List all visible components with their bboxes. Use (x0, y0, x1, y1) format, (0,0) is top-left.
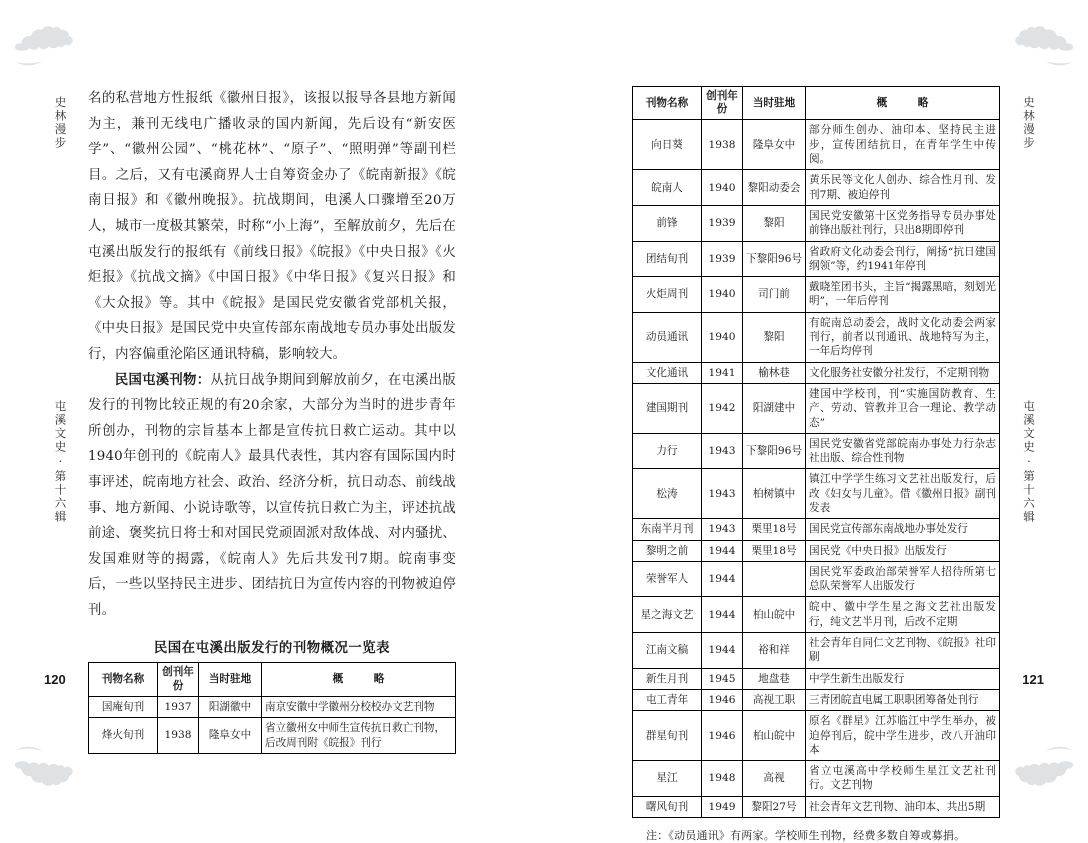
cell-name: 烽火旬刊 (89, 718, 158, 754)
table-row (633, 761, 1000, 797)
cell-year: 1948 (702, 761, 743, 797)
table-row (633, 519, 1000, 540)
table-row (633, 668, 1000, 689)
cell-year: 1944 (702, 633, 743, 669)
cell-place: 柏树镇中 (743, 469, 806, 519)
running-head-right-bottom: 屯溪文史·第十六辑 (1022, 400, 1036, 524)
cell-summary: 省立徽州女中师生宣传抗日救亡刊物，后改周刊附《皖报》刊行 (262, 718, 456, 754)
cell-place: 下黎阳96号 (743, 433, 806, 469)
cell-summary: 国民党《中央日报》出版发行 (806, 540, 1000, 561)
running-head-right-top: 史林漫步 (1022, 96, 1036, 150)
cell-summary: 皖中、徽中学生星之海文艺社出版发行，纯文艺半月刊，后改不定期 (806, 597, 1000, 633)
cell-place: 司门前 (743, 277, 806, 313)
paragraph-continuation: 名的私营地方性报纸《徽州日报》，该报以报导各县地方新闻为主，兼刊无线电广播收录的国内新闻，先后设有“新安医学”、“徽州公园”、“桃花林”、“原子”、“照明弹”等副刊栏目。之后，又有屯溪商界人士自筹资金办了《皖南新报》《皖南日报》和《徽州晚报》。抗战期间，电溪人口骤增至20万人，城市一度极其繁荣，时称“小上海”，至解放前夕，先后在屯溪出版发行的报纸有《前线日报》《皖报》《中央日报》《火炬报》《抗战文摘》《中国日报》《中华日报》《复兴日报》和《大众报》等。其中《皖报》是国民党安徽省党部机关报，《中央日报》是国民党中央宣传部东南战地专员办事处出版发行，内容偏重沦陷区通讯特稿，影响较大。 (88, 91, 456, 362)
cell-place: 阳湖徽中 (199, 696, 262, 717)
table-row (633, 711, 1000, 761)
header-cell-year: 创刊年份 (158, 663, 199, 696)
table-row (633, 561, 1000, 597)
cell-summary: 文化服务社安徽分社发行，不定期刊物 (806, 362, 1000, 383)
cell-year: 1943 (702, 433, 743, 469)
cell-place: 黎阳27号 (743, 796, 806, 817)
table-row (633, 277, 1000, 313)
cell-year: 1939 (702, 241, 743, 277)
cell-summary: 三青团皖直电属工职职团筹备处刊行 (806, 689, 1000, 710)
cell-year: 1946 (702, 711, 743, 761)
cell-name: 向日葵 (633, 120, 702, 170)
cloud-ornament-icon (1014, 746, 1074, 802)
cell-year: 1949 (702, 796, 743, 817)
cell-year: 1944 (702, 540, 743, 561)
cell-year: 1943 (702, 469, 743, 519)
cell-name: 建国期刊 (633, 383, 702, 433)
cell-year: 1940 (702, 277, 743, 313)
running-head-left-bottom: 屯溪文史·第十六辑 (53, 400, 68, 524)
journals-table-right (632, 86, 1000, 818)
cell-year: 1943 (702, 519, 743, 540)
table-row (633, 597, 1000, 633)
cell-name: 星江 (633, 761, 702, 797)
table-row (633, 241, 1000, 277)
cell-year: 1942 (702, 383, 743, 433)
cell-place: 柏山皖中 (743, 711, 806, 761)
cell-place: 高视 (743, 761, 806, 797)
section-paragraph (88, 368, 456, 624)
cell-name: 星之海文艺 (633, 597, 702, 633)
cell-place (743, 561, 806, 597)
cell-summary: 戴晓笙团书头，主旨“揭露黑暗，刻划光明”，一年后停刊 (806, 277, 1000, 313)
cell-place: 高视工职 (743, 689, 806, 710)
header-cell-summary: 概 略 (262, 663, 456, 696)
table-row (633, 170, 1000, 206)
table-row (633, 689, 1000, 710)
cell-summary: 部分师生创办、油印本、坚持民主进步，宣传团结抗日，在青年学生中传阅。 (806, 120, 1000, 170)
cell-name: 文化通讯 (633, 362, 702, 383)
cell-summary: 国民党安徽省党部皖南办事处力行杂志社出版、综合性刊物 (806, 433, 1000, 469)
cell-place: 黎阳 (743, 312, 806, 362)
cell-name: 皖南人 (633, 170, 702, 206)
cell-place: 柏山皖中 (743, 597, 806, 633)
header-cell-name: 刊物名称 (633, 87, 702, 120)
cell-summary: 中学生新生出版发行 (806, 668, 1000, 689)
cell-summary: 国民党安徽第十区党务指导专员办事处前锋出版社刊行，只出8期即停刊 (806, 205, 1000, 241)
cell-summary: 省立屯溪高中学校师生星江文艺社刊行。文艺刊物 (806, 761, 1000, 797)
cell-year: 1944 (702, 561, 743, 597)
cell-place: 隆阜女中 (199, 718, 262, 754)
cell-summary: 原名《群星》江苏临江中学生举办，被迫停刊后，皖中学生进步，改八开油印本 (806, 711, 1000, 761)
table-header-row (633, 87, 1000, 120)
cell-name: 黎明之前 (633, 540, 702, 561)
table-row (89, 718, 456, 754)
page-number-right: 121 (1022, 672, 1044, 687)
cell-year: 1938 (158, 718, 199, 754)
page-number-left: 120 (44, 672, 66, 687)
table-note: 注：《动员通讯》有两家。学校师生刊物，经费多数自筹或募捐。 (646, 829, 966, 843)
header-cell-year: 创刊年份 (702, 87, 743, 120)
cell-place: 黎阳 (743, 205, 806, 241)
cloud-ornament-icon (14, 746, 74, 802)
cloud-ornament-icon (14, 10, 74, 66)
cell-name: 新生月刊 (633, 668, 702, 689)
cell-name: 国庵旬刊 (89, 696, 158, 717)
cell-place: 黎阳动委会 (743, 170, 806, 206)
cell-year: 1940 (702, 170, 743, 206)
cell-place: 栗里18号 (743, 540, 806, 561)
header-cell-place: 当时驻地 (743, 87, 806, 120)
header-cell-name: 刊物名称 (89, 663, 158, 696)
cell-name: 东南半月刊 (633, 519, 702, 540)
table-row (633, 796, 1000, 817)
table-row (633, 205, 1000, 241)
cell-year: 1941 (702, 362, 743, 383)
right-page-content (632, 86, 1000, 843)
table-row (633, 383, 1000, 433)
table-row (633, 540, 1000, 561)
cell-place: 下黎阳96号 (743, 241, 806, 277)
table-row (633, 120, 1000, 170)
header-cell-summary: 概 略 (806, 87, 1000, 120)
cell-year: 1938 (702, 120, 743, 170)
cell-name: 松涛 (633, 469, 702, 519)
cell-summary: 黄乐民等文化人创办、综合性月刊、发刊7期、被迫停刊 (806, 170, 1000, 206)
table-row (89, 696, 456, 717)
table-caption: 民国在屯溪出版发行的刊物概况一览表 (153, 640, 391, 657)
cell-place: 阳湖建中 (743, 383, 806, 433)
journals-table-left (88, 662, 456, 753)
cell-year: 1946 (702, 689, 743, 710)
cell-summary: 镇江中学学生练习文艺社出版发行，后改《妇女与儿童》。借《徽州日报》副刊发表 (806, 469, 1000, 519)
cell-place: 隆阜女中 (743, 120, 806, 170)
cell-name: 荣誉军人 (633, 561, 702, 597)
table-row (633, 362, 1000, 383)
cloud-ornament-icon (1014, 10, 1074, 66)
cell-year: 1945 (702, 668, 743, 689)
table-header-row (89, 663, 456, 696)
cell-name: 力行 (633, 433, 702, 469)
cell-summary: 有皖南总动委会，战时文化动委会两家刊行，前者以刊通讯、战地特写为主，一年后均停刊 (806, 312, 1000, 362)
cell-summary: 南京安徽中学徽州分校校办文艺刊物 (262, 696, 456, 717)
cell-summary: 国民党军委政治部荣誉军人招待所第七总队荣誉军人出版发行 (806, 561, 1000, 597)
cell-name: 动员通讯 (633, 312, 702, 362)
header-cell-place: 当时驻地 (199, 663, 262, 696)
running-head-left: 史林漫步 (53, 96, 68, 150)
cell-summary: 省政府文化动委会刊行，阐扬“抗日建国纲领”等，约1941年停刊 (806, 241, 1000, 277)
cell-summary: 社会青年自同仁文艺刊物、《皖报》社印刷 (806, 633, 1000, 669)
cell-place: 榆林巷 (743, 362, 806, 383)
cell-year: 1939 (702, 205, 743, 241)
table-row (633, 633, 1000, 669)
cell-year: 1944 (702, 597, 743, 633)
table-row (633, 469, 1000, 519)
section-body-text: 从抗日战争期间到解放前夕，在屯溪出版发行的刊物比较正规的有20余家，大部分为当时的进步青年所创办，刊物的宗旨基本上都是宣传抗日救亡运动。其中以1940年创刊的《皖南人》最具代表性，其内容有国际国内时事评述，皖南地方社会、政治、经济分析，抗日动态、前线战事、地方新闻、小说诗歌等，以宣传抗日救亡为主，评述抗战前途、褒奖抗日将士和对国民党顽固派对敌体战、对内骚扰、发国难财等的揭露，《皖南人》先后共发刊7期。皖南事变后，一些以坚持民主进步、团结抗日为宣传内容的刊物被迫停刊。 (88, 372, 456, 618)
left-page-content (88, 86, 456, 754)
cell-year: 1937 (158, 696, 199, 717)
cell-name: 前锋 (633, 205, 702, 241)
cell-summary: 社会青年文艺刊物、油印本、共出5期 (806, 796, 1000, 817)
cell-name: 火炬周刊 (633, 277, 702, 313)
table-row (633, 312, 1000, 362)
cell-place: 栗里18号 (743, 519, 806, 540)
journals-table-body (633, 120, 1000, 818)
cell-name: 团结旬刊 (633, 241, 702, 277)
cell-summary: 建国中学校刊，刊“实施国防教育、生产、劳动、管教并卫合一理论、教学动态” (806, 383, 1000, 433)
cell-name: 江南文稿 (633, 633, 702, 669)
cell-name: 曙风旬刊 (633, 796, 702, 817)
table-row (633, 433, 1000, 469)
section-lead-label: 民国屯溪刊物： (114, 371, 211, 388)
cell-summary: 国民党宣传部东南战地办事处发行 (806, 519, 1000, 540)
cell-place: 地盘巷 (743, 668, 806, 689)
cell-name: 群星旬刊 (633, 711, 702, 761)
cell-name: 屯工青年 (633, 689, 702, 710)
cell-place: 裕和祥 (743, 633, 806, 669)
cell-year: 1940 (702, 312, 743, 362)
